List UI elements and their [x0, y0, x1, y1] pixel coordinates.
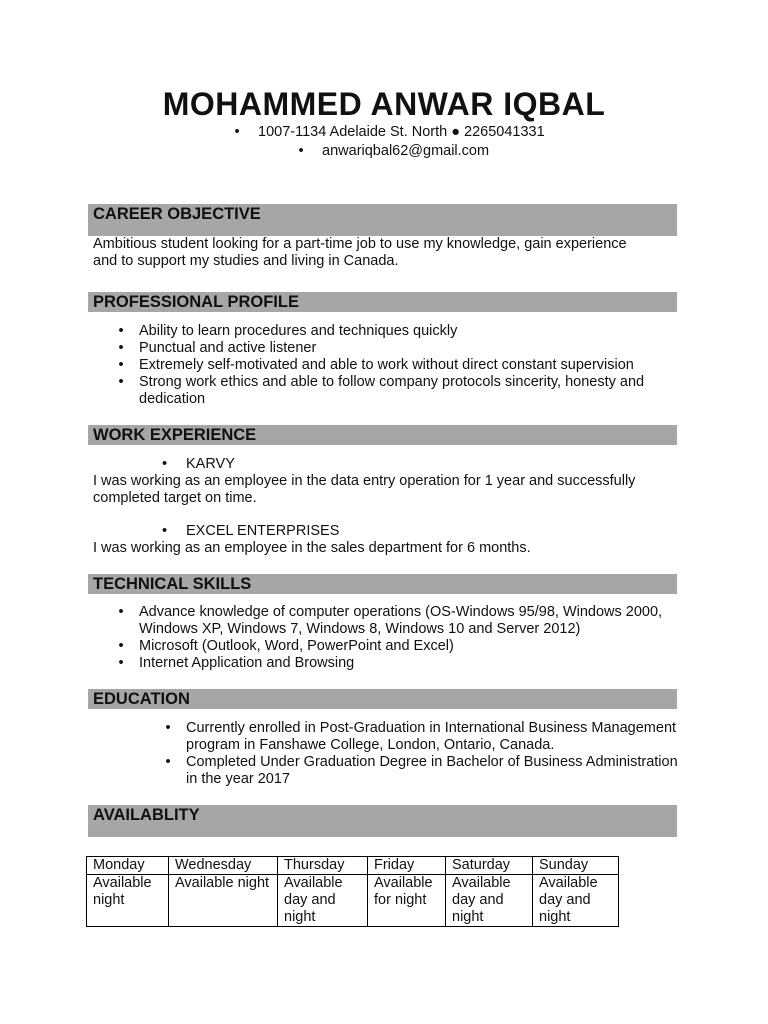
company-name: EXCEL ENTERPRISES: [186, 523, 340, 539]
section-header-work-experience: [88, 425, 677, 445]
company-name: KARVY: [186, 456, 235, 472]
job-company-karvy: [162, 456, 235, 473]
section-header-professional-profile: [88, 292, 677, 312]
table-cell-day: Friday: [368, 857, 446, 875]
table-cell-availability: Available day and night: [278, 875, 368, 927]
table-cell-day: Sunday: [533, 857, 619, 875]
bullet-icon: •: [118, 638, 124, 654]
professional-profile-list: [115, 323, 685, 408]
list-item-text: Advance knowledge of computer operations (OS-Windows 95/98, Windows 2000, Windows XP, Windows 7, Windows 8, Windows 10 and Server 2012): [139, 604, 663, 637]
bullet-icon: •: [118, 374, 124, 390]
bullet-icon: •: [165, 720, 171, 736]
list-item: [115, 340, 685, 357]
job-description: I was working as an employee in the data entry operation for 1 year and successfully completed target on time.: [93, 473, 636, 506]
table-cell-day: Thursday: [278, 857, 368, 875]
list-item-text: Strong work ethics and able to follow company protocols sincerity, honesty and dedication: [139, 374, 645, 407]
list-item: [115, 604, 670, 638]
technical-skills-list: [115, 604, 670, 672]
list-item: [115, 374, 685, 408]
list-item-text: Completed Under Graduation Degree in Bachelor of Business Administration in the year 2017: [186, 754, 678, 787]
section-title: PROFESSIONAL PROFILE: [93, 293, 299, 311]
list-item: [115, 323, 685, 340]
list-item-text: Ability to learn procedures and techniques quickly: [139, 323, 458, 339]
bullet-icon: •: [298, 143, 304, 159]
table-cell-availability: Available night: [87, 875, 169, 927]
bullet-icon: •: [118, 323, 124, 339]
bullet-icon: •: [234, 124, 240, 140]
table-header-row: [87, 857, 619, 875]
table-cell-availability: Available for night: [368, 875, 446, 927]
email-text: anwariqbal62@gmail.com: [322, 143, 490, 159]
bullet-icon: •: [118, 357, 124, 373]
list-item: [115, 655, 670, 672]
bullet-icon: •: [118, 604, 124, 620]
text-line: and to support my studies and living in Canada.: [93, 253, 399, 269]
section-header-education: [88, 689, 677, 709]
table-cell-day: Saturday: [446, 857, 533, 875]
education-list: [162, 720, 680, 788]
section-header-technical-skills: [88, 574, 677, 594]
list-item-text: Internet Application and Browsing: [139, 655, 355, 671]
table-cell-availability: Available day and night: [533, 875, 619, 927]
section-title: CAREER OBJECTIVE: [93, 205, 261, 223]
table-cell-availability: Available day and night: [446, 875, 533, 927]
list-item: [162, 720, 680, 754]
job-company-excel-enterprises: [162, 523, 339, 540]
list-item-text: Extremely self-motivated and able to work without direct constant supervision: [139, 357, 634, 373]
list-item-text: Currently enrolled in Post-Graduation in International Business Management program in Fanshawe College, London, Ontario, Canada.: [186, 720, 677, 753]
section-title: AVAILABLITY: [93, 806, 200, 824]
job-description: I was working as an employee in the sales department for 6 months.: [93, 540, 531, 556]
resume-name: MOHAMMED ANWAR IQBAL: [162, 86, 606, 122]
bullet-icon: •: [118, 655, 124, 671]
career-objective-text: [93, 236, 683, 270]
contact-email-line: [292, 143, 489, 159]
section-header-career-objective: [88, 204, 677, 236]
availability-table: [86, 856, 619, 927]
bullet-icon: •: [162, 456, 168, 472]
bullet-icon: •: [162, 523, 168, 539]
contact-address-phone-line: [228, 124, 545, 140]
table-cell-availability: Available night: [169, 875, 278, 927]
list-item-text: Microsoft (Outlook, Word, PowerPoint and Excel): [139, 638, 454, 654]
table-row: [87, 875, 619, 927]
table-cell-day: Wednesday: [169, 857, 278, 875]
bullet-icon: •: [118, 340, 124, 356]
section-header-availability: [88, 805, 677, 837]
bullet-icon: •: [165, 754, 171, 770]
section-title: EDUCATION: [93, 690, 190, 708]
list-item: [115, 357, 685, 374]
list-item: [115, 638, 670, 655]
table-cell-day: Monday: [87, 857, 169, 875]
text-line: Ambitious student looking for a part-time job to use my knowledge, gain experience: [93, 236, 627, 252]
list-item-text: Punctual and active listener: [139, 340, 317, 356]
list-item: [162, 754, 680, 788]
address-phone-text: 1007-1134 Adelaide St. North ● 2265041331: [258, 124, 545, 140]
section-title: WORK EXPERIENCE: [93, 426, 257, 444]
section-title: TECHNICAL SKILLS: [93, 575, 252, 593]
